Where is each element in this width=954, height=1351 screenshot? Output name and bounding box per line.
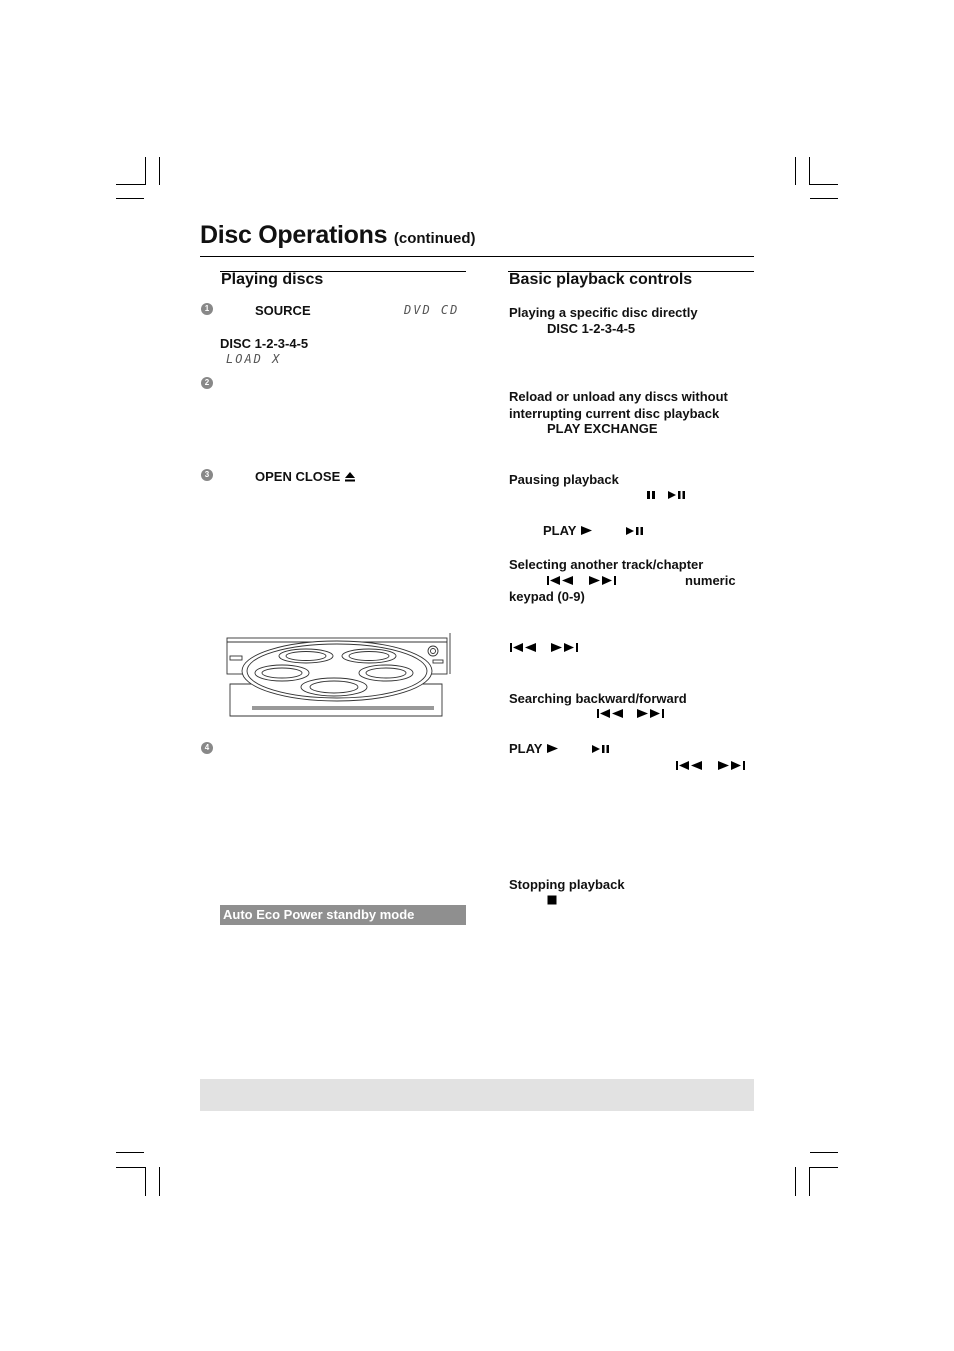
selecting-title: Selecting another track/chapter xyxy=(509,557,704,572)
crop-mark xyxy=(116,1167,146,1168)
eject-icon xyxy=(344,471,356,482)
play-icon xyxy=(580,525,593,536)
step-number-1: 1 xyxy=(201,303,213,315)
reload-title-line1: Reload or unload any discs without xyxy=(509,389,728,404)
disc-tray-illustration xyxy=(224,630,454,722)
crop-mark xyxy=(159,157,160,185)
previous-icon xyxy=(596,708,626,719)
reload-title-line2: interrupting current disc playback xyxy=(509,406,720,421)
previous-icon xyxy=(675,760,705,771)
pause-play-key xyxy=(543,523,593,538)
pause-icon xyxy=(646,490,656,500)
search-play-key xyxy=(509,741,559,756)
play-pause-icon xyxy=(667,490,687,500)
crop-mark xyxy=(145,157,146,185)
page-title xyxy=(200,221,476,250)
specific-disc-title: Playing a specific disc directly xyxy=(509,305,698,320)
pausing-title: Pausing playback xyxy=(509,472,619,487)
previous-icon xyxy=(546,575,576,586)
next-icon xyxy=(635,708,665,719)
stopping-title: Stopping playback xyxy=(509,877,625,892)
crop-mark xyxy=(810,1152,838,1153)
play-label: PLAY xyxy=(509,741,543,756)
eco-power-bar: Auto Eco Power standby mode xyxy=(220,905,466,925)
play-exchange-key: PLAY EXCHANGE xyxy=(547,421,658,436)
open-close-label: OPEN CLOSE xyxy=(255,469,341,484)
crop-mark xyxy=(116,1152,144,1153)
play-pause-icon xyxy=(625,526,645,536)
crop-mark xyxy=(809,157,810,185)
next-icon xyxy=(549,642,579,653)
step-number-4: 4 xyxy=(201,742,213,754)
crop-mark xyxy=(795,157,796,185)
section-heading-basic-controls: Basic playback controls xyxy=(509,271,693,288)
crop-mark xyxy=(145,1167,146,1196)
crop-mark xyxy=(795,1167,796,1196)
stop-icon xyxy=(547,895,557,905)
next-icon xyxy=(587,575,617,586)
page-title-text: Disc Operations xyxy=(200,221,388,249)
footer-bar xyxy=(200,1079,754,1111)
source-key-label: SOURCE xyxy=(255,303,311,318)
disc-key-label: DISC 1-2-3-4-5 xyxy=(220,336,309,351)
crop-mark xyxy=(159,1167,160,1196)
display-dvd-cd: DVD CD xyxy=(404,303,460,317)
crop-mark xyxy=(809,184,838,185)
crop-mark xyxy=(810,198,838,199)
play-pause-icon xyxy=(591,744,611,754)
numeric-label: numeric xyxy=(685,573,736,588)
searching-title: Searching backward/forward xyxy=(509,691,687,706)
crop-mark xyxy=(116,198,144,199)
display-load: LOAD X xyxy=(226,352,282,366)
crop-mark xyxy=(809,1167,810,1196)
play-icon xyxy=(546,743,559,754)
crop-mark xyxy=(116,184,146,185)
keypad-label: keypad (0-9) xyxy=(509,589,585,604)
title-rule xyxy=(200,256,754,257)
next-icon xyxy=(716,760,746,771)
step-number-3: 3 xyxy=(201,469,213,481)
open-close-key xyxy=(255,469,356,484)
section-heading-playing-discs: Playing discs xyxy=(221,271,324,288)
specific-disc-key: DISC 1-2-3-4-5 xyxy=(547,321,636,336)
crop-mark xyxy=(809,1167,838,1168)
page-title-suffix: (continued) xyxy=(393,230,476,247)
step-number-2: 2 xyxy=(201,377,213,389)
play-label: PLAY xyxy=(543,523,577,538)
previous-icon xyxy=(509,642,539,653)
